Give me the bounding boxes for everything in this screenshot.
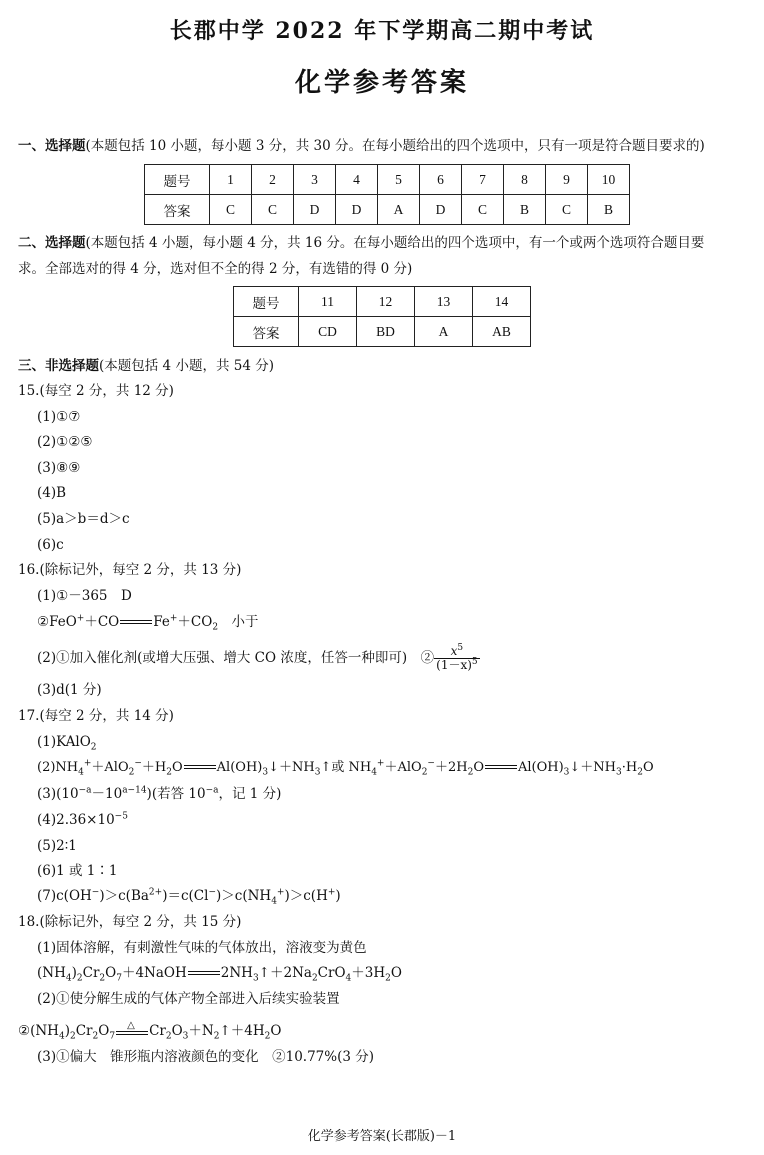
- table-cell: A: [378, 195, 420, 225]
- superscript: −: [427, 758, 435, 769]
- section2-heading: 二、选择题: [18, 235, 86, 251]
- formula-part: 2NH: [220, 965, 253, 981]
- table-cell: A: [415, 317, 473, 347]
- table-cell: BD: [357, 317, 415, 347]
- subscript: 2: [421, 767, 428, 778]
- q16-answer-3: (3)d(1 分): [37, 682, 102, 698]
- q15-answer-2: (2)①②⑤: [37, 434, 93, 450]
- fraction: [434, 645, 480, 672]
- formula-part: ): [335, 888, 341, 904]
- subscript: 2: [90, 742, 97, 753]
- superscript: +: [376, 758, 385, 769]
- table-cell: 13: [415, 287, 473, 317]
- subscript: 2: [385, 973, 391, 984]
- q18-head: 18.(除标记外，每空 2 分，共 15 分): [18, 914, 242, 930]
- fraction-denominator: [434, 659, 480, 672]
- section3-heading: 三、非选择题: [18, 358, 99, 374]
- formula-part: ): [71, 965, 77, 981]
- answer-table-2: [233, 286, 531, 347]
- formula-part: ＋CO: [84, 614, 120, 630]
- subscript: 2: [99, 973, 106, 984]
- subscript: 2: [69, 1031, 76, 1042]
- q15-answer-4: (4)B: [37, 485, 67, 501]
- table-cell: 3: [294, 165, 336, 195]
- table-row: [234, 287, 531, 317]
- q15-answer-6: (6)c: [37, 537, 64, 553]
- q15-head: 15.(每空 2 分，共 12 分): [18, 383, 174, 399]
- superscript: +: [327, 887, 336, 898]
- q16-answer-2: [37, 645, 480, 672]
- section2-note-1: (本题包括 4 小题，每小题 4 分，共 16 分。在每小题给出的四个选项中，有一个或两个选项符合题目要: [85, 235, 705, 251]
- table-cell: 1: [210, 165, 252, 195]
- formula-part: )＝c(Cl: [162, 888, 209, 904]
- table-cell: B: [588, 195, 630, 225]
- q17-answer-2: [37, 758, 654, 778]
- table-cell: C: [252, 195, 294, 225]
- formula-part: O: [270, 1023, 282, 1039]
- superscript: −: [134, 758, 142, 769]
- subscript: 2: [213, 1031, 220, 1042]
- page-subtitle: 化学参考答案: [294, 68, 469, 98]
- table-cell: C: [462, 195, 504, 225]
- formula-part: 小于: [218, 614, 259, 630]
- subscript: 3: [182, 1031, 189, 1042]
- q15-answer-1: (1)①⑦: [37, 409, 81, 425]
- formula-part: (1)KAlO: [37, 734, 91, 750]
- superscript: 5: [471, 657, 478, 667]
- section3-heading-line: [18, 356, 274, 376]
- page-title: 长郡中学 2022 年下学期高二期中考试: [169, 18, 595, 44]
- section2-note-2: 求。全部选对的得 4 分，选对但不全的得 2 分，有选错的得 0 分): [18, 261, 413, 277]
- q18-answer-1b: [37, 963, 402, 983]
- equals-arrow: [484, 763, 518, 773]
- q17-answer-4: [37, 810, 128, 830]
- table-cell: 11: [299, 287, 357, 317]
- subscript: 4: [65, 973, 72, 984]
- superscript: −a: [78, 785, 92, 796]
- table-cell: 2: [252, 165, 294, 195]
- subscript: 3: [252, 973, 259, 984]
- heat-arrow-bars: [116, 1031, 148, 1032]
- table-cell: 10: [588, 165, 630, 195]
- superscript: +: [276, 887, 285, 898]
- formula-part: Al(OH): [517, 760, 564, 775]
- table-cell: 4: [336, 165, 378, 195]
- formula-part: )(若答 10: [146, 786, 206, 802]
- section1-heading-line: [18, 136, 705, 156]
- q18-answer-2: (2)①使分解生成的气体产物全部进入后续实验装置: [37, 991, 340, 1007]
- formula-part: O: [172, 760, 183, 775]
- q16-answer-1: (1)①－365 D: [37, 588, 132, 604]
- table-cell: D: [294, 195, 336, 225]
- table-cell: AB: [473, 317, 531, 347]
- q17-answer-5: (5)2∶1: [37, 838, 77, 854]
- q18-answer-2b: [18, 1021, 281, 1041]
- q17-answer-7: [37, 886, 341, 906]
- formula-part: ↑或 NH: [320, 760, 372, 775]
- section2-heading-line: [18, 233, 704, 253]
- subscript: 2: [76, 973, 83, 984]
- row-label-answer: 答案: [145, 195, 210, 225]
- q16-head: 16.(除标记外，每空 2 分，共 13 分): [18, 562, 242, 578]
- q17-head: 17.(每空 2 分，共 14 分): [18, 708, 174, 724]
- formula-part: ＋N: [188, 1023, 214, 1039]
- heat-symbol: △: [127, 1019, 135, 1031]
- page-footer: 化学参考答案(长郡版)－1: [307, 1129, 457, 1144]
- formula-part: O: [642, 760, 654, 775]
- formula-part: ②FeO: [37, 614, 77, 630]
- formula-part: ↓＋NH: [268, 760, 315, 775]
- q18-answer-3: (3)①偏大 锥形瓶内溶液颜色的变化 ②10.77%(3 分): [37, 1049, 375, 1065]
- subscript: 4: [271, 896, 277, 907]
- q16-answer-1b: [37, 612, 259, 632]
- superscript: +: [76, 613, 85, 624]
- formula-part: (4)2.36×10: [37, 812, 115, 828]
- q17-answer-6: (6)1 或 1∶1: [37, 863, 118, 879]
- formula-part: ＋4NaOH: [121, 965, 187, 981]
- answer-table-1: [144, 164, 630, 225]
- row-label-answer: 答案: [234, 317, 299, 347]
- subscript: 2: [128, 767, 135, 778]
- formula-part: Al(OH): [216, 760, 263, 775]
- subscript: 3: [616, 767, 622, 778]
- formula-part: (3)(10: [37, 786, 79, 802]
- formula-part: (2)NH: [37, 760, 79, 775]
- subscript: 3: [563, 767, 570, 778]
- formula-part: O: [473, 760, 484, 775]
- superscript: −: [91, 887, 100, 898]
- q15-answer-5: (5)a＞b＝d＞c: [37, 511, 130, 527]
- section3-note: (本题包括 4 小题，共 54 分): [99, 358, 274, 374]
- formula-part: )＞c(Ba: [99, 888, 149, 904]
- formula-part: Cr: [82, 965, 100, 981]
- formula-part: ＋AlO: [384, 760, 422, 775]
- formula-part: Cr: [75, 1023, 93, 1039]
- table-row: [234, 317, 531, 347]
- q15-answer-3: (3)⑧⑨: [37, 460, 81, 476]
- table-cell: 7: [462, 165, 504, 195]
- formula-part: O: [390, 965, 402, 981]
- formula-part: (7)c(OH: [37, 888, 92, 904]
- formula-part: －10: [91, 786, 123, 802]
- subscript: 3: [262, 767, 269, 778]
- table-cell: 6: [420, 165, 462, 195]
- equals-arrow: [119, 618, 153, 628]
- table-cell: 9: [546, 165, 588, 195]
- table-cell: C: [546, 195, 588, 225]
- subscript: 2: [467, 767, 474, 778]
- subscript: 4: [58, 1031, 65, 1042]
- subscript: 4: [371, 767, 377, 778]
- q18-answer-1: (1)固体溶解，有刺激性气味的气体放出，溶液变为黄色: [37, 940, 367, 956]
- table-cell: CD: [299, 317, 357, 347]
- answer-text: (2)①加入催化剂(或增大压强、增大 CO 浓度，任答一种即可) ②: [37, 650, 435, 666]
- subscript: 2: [92, 1031, 99, 1042]
- subscript: 3: [314, 767, 321, 778]
- table-cell: C: [210, 195, 252, 225]
- superscript: −: [208, 887, 216, 898]
- q17-answer-1: [37, 732, 97, 752]
- formula-part: (1－x): [436, 658, 472, 672]
- subscript: 2: [637, 767, 643, 778]
- formula-part: O: [98, 1023, 110, 1039]
- table-cell: D: [420, 195, 462, 225]
- table-row: [145, 195, 630, 225]
- section1-note: (本题包括 10 小题，每小题 3 分，共 30 分。在每小题给出的四个选项中，只有一项是符合题目要求的): [85, 138, 705, 154]
- q17-answer-3: [37, 784, 281, 804]
- subscript: 2: [165, 1031, 172, 1042]
- formula-part: ↑＋4H: [219, 1023, 265, 1039]
- subscript: 7: [116, 973, 122, 984]
- table-row: [145, 165, 630, 195]
- formula-part: )＞c(H: [284, 888, 328, 904]
- formula-part: ·H: [621, 760, 638, 775]
- subscript: 2: [264, 1031, 271, 1042]
- formula-part: x: [450, 644, 458, 658]
- formula-part: ): [64, 1023, 70, 1039]
- formula-part: ↓＋NH: [569, 760, 617, 775]
- table-cell: 12: [357, 287, 415, 317]
- superscript: 5: [457, 643, 464, 653]
- table-cell: 5: [378, 165, 420, 195]
- formula-part: O: [171, 1023, 183, 1039]
- superscript: a−14: [122, 785, 147, 796]
- section1-heading: 一、选择题: [18, 138, 86, 154]
- formula-part: ＋2H: [434, 760, 468, 775]
- table-cell: B: [504, 195, 546, 225]
- superscript: 2+: [148, 887, 163, 898]
- superscript: −a: [205, 785, 219, 796]
- subscript: 7: [109, 1031, 116, 1042]
- subscript: 2: [212, 622, 219, 633]
- table-cell: 8: [504, 165, 546, 195]
- row-label-question: 题号: [234, 287, 299, 317]
- equals-arrow: [183, 763, 217, 773]
- formula-part: Cr: [149, 1023, 166, 1039]
- table-cell: D: [336, 195, 378, 225]
- formula-part: Fe: [153, 614, 170, 630]
- table-cell: 14: [473, 287, 531, 317]
- subscript: 4: [345, 973, 352, 984]
- formula-part: CrO: [317, 965, 346, 981]
- subscript: 4: [78, 767, 84, 778]
- subscript: 2: [311, 973, 318, 984]
- formula-part: ＋CO: [177, 614, 213, 630]
- formula-part: )＞c(NH: [216, 888, 272, 904]
- superscript: +: [83, 758, 92, 769]
- formula-part: O: [105, 965, 117, 981]
- formula-part: ＋H: [141, 760, 167, 775]
- superscript: +: [169, 613, 178, 624]
- heat-arrow: [115, 1019, 149, 1039]
- formula-part: ，记 1 分): [218, 786, 282, 802]
- subscript: 2: [166, 767, 172, 778]
- formula-part: ＋3H: [351, 965, 386, 981]
- formula-part: ＋AlO: [91, 760, 129, 775]
- formula-part: ↑＋2Na: [258, 965, 312, 981]
- row-label-question: 题号: [145, 165, 210, 195]
- formula-part: (NH: [37, 965, 66, 981]
- equals-arrow: [187, 969, 221, 979]
- superscript: −5: [114, 811, 128, 822]
- formula-part: ②(NH: [18, 1023, 59, 1039]
